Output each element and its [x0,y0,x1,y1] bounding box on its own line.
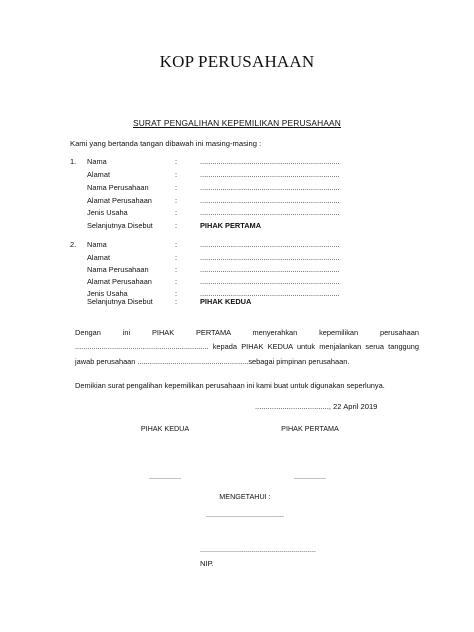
row-colon: : [175,289,178,298]
party-two-row-nama [87,240,407,251]
row-value: .................................................................... [200,265,340,274]
row-label: Alamat [87,253,111,262]
row-colon: : [175,183,178,192]
row-colon: : [175,265,178,274]
row-value: .................................................................... [200,253,340,262]
row-label: Selanjutnya Disebut [87,297,153,306]
row-colon: : [175,297,178,306]
row-label: Jenis Usaha [87,289,128,298]
row-colon: : [175,221,178,230]
row-value: .................................................................... [200,183,340,192]
row-label: Selanjutnya Disebut [87,221,153,230]
party-two-row-alamat-perusahaan [87,277,407,288]
row-label: Alamat Perusahaan [87,277,152,286]
row-label: Nama Perusahaan [87,265,149,274]
signature-line-right: ................ [294,472,326,481]
row-label: Nama Perusahaan [87,183,149,192]
row-colon: : [175,277,178,286]
witness-label: MENGETAHUI : [219,492,271,501]
party-two-row-disebut [87,297,407,308]
letter-subject: SURAT PENGALIHAN KEPEMILIKAN PERUSAHAAN [133,118,341,128]
row-colon: : [175,253,178,262]
row-label: Jenis Usaha [87,208,128,217]
row-colon: : [175,196,178,205]
party-one-number: 1. [70,157,77,166]
row-value: .................................................................... [200,170,340,179]
row-value: .................................................................... [200,240,340,249]
witness-signature-line: ....................................... [206,510,284,519]
closing-paragraph: Demikian surat pengalihan kepemilikan perusahaan ini kami buat untuk digunakan seperlunya. [75,381,385,390]
row-colon: : [175,157,178,166]
date-line: ..................................., 22 April 2019 [255,402,378,411]
row-colon: : [175,170,178,179]
official-signature-line: .......................................................... [200,545,316,554]
row-value: .................................................................... [200,277,340,286]
party-two-block [70,240,430,320]
party-one-row-alamat-perusahaan [87,196,407,207]
letterhead-title: KOP PERUSAHAAN [159,52,315,71]
row-label: Alamat [87,170,111,179]
party-two-row-nama-perusahaan [87,265,407,276]
signature-label-right: PIHAK PERTAMA [281,424,339,433]
row-value: PIHAK PERTAMA [200,221,262,230]
row-value: .................................................................... [200,289,340,298]
signature-label-left: PIHAK KEDUA [140,424,190,433]
transfer-paragraph: Dengan ini PIHAK PERTAMA menyerahkan kepemilikan perusahaan ................................................................. kepada PIHAK KEDUA untuk menjalankan serua tanggung jawab perusahaan ......................................................sebagai pimpinan perusahaan. [75,328,419,366]
party-one-row-nama-perusahaan [87,183,407,194]
signature-line-left: ................ [149,472,181,481]
party-one-row-alamat [87,170,407,181]
row-colon: : [175,208,178,217]
row-value: .................................................................... [200,157,340,166]
row-colon: : [175,240,178,249]
row-label: Alamat Perusahaan [87,196,152,205]
intro-text: Kami yang bertanda tangan dibawah ini masing-masing : [70,139,262,148]
party-one-block [70,157,430,237]
row-value: PIHAK KEDUA [200,297,252,306]
row-label: Nama [87,240,107,249]
party-two-number: 2. [70,240,77,249]
party-one-row-disebut [87,221,407,232]
party-two-row-alamat [87,253,407,264]
row-label: Nama [87,157,107,166]
party-one-row-jenis-usaha [87,208,407,219]
row-value: .................................................................... [200,208,340,217]
nip-label: NIP. [200,559,214,568]
party-one-row-nama [87,157,407,168]
row-value: .................................................................... [200,196,340,205]
